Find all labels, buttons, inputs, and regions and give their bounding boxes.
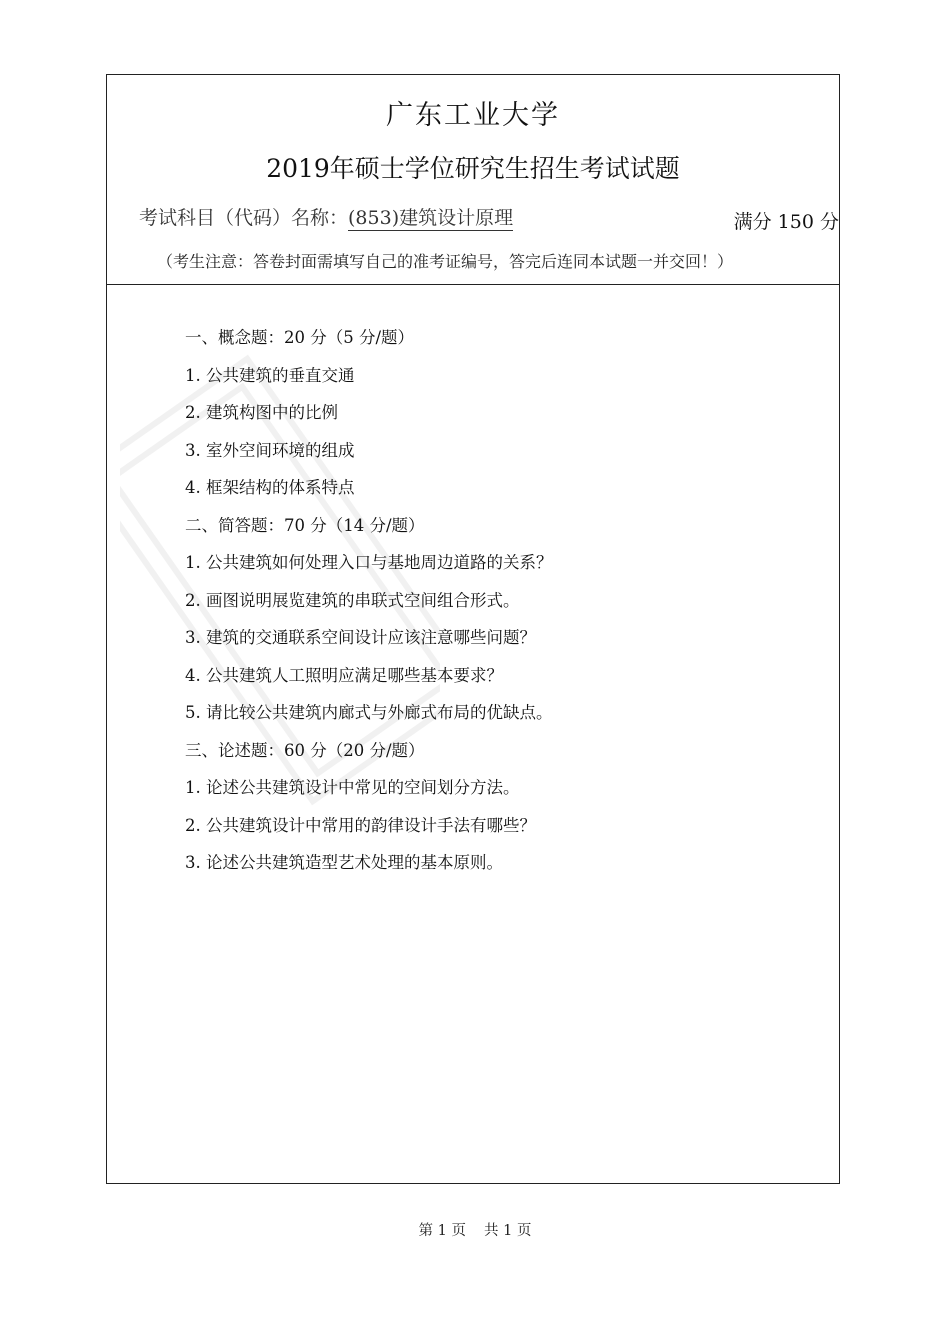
- question-list: [185, 319, 805, 882]
- question-item: 5. 请比较公共建筑内廊式与外廊式布局的优缺点。: [185, 703, 553, 722]
- page-footer: [0, 1219, 950, 1240]
- exam-title: 2019年硕士学位研究生招生考试试题: [266, 154, 680, 183]
- question-item: 2. 建筑构图中的比例: [185, 403, 338, 422]
- page-total: 共 1 页: [484, 1223, 532, 1239]
- question-item: 3. 室外空间环境的组成: [185, 440, 355, 460]
- total-score: 满分 150 分: [733, 211, 839, 233]
- subject-label: 考试科目（代码）名称：: [139, 207, 349, 229]
- question-item: 3. 建筑的交通联系空间设计应该注意哪些问题？: [185, 628, 536, 647]
- question-item: 2. 画图说明展览建筑的串联式空间组合形式。: [185, 590, 520, 610]
- exam-notice: （考生注意：答卷封面需填写自己的准考证编号，答完后连同本试题一并交回！）: [157, 252, 734, 271]
- question-item: 3. 论述公共建筑造型艺术处理的基本原则。: [185, 853, 503, 872]
- section-title: 二、简答题：70 分（14 分/题）: [185, 515, 425, 535]
- page-number: 第 1 页: [418, 1223, 466, 1239]
- question-item: 1. 公共建筑如何处理入口与基地周边道路的关系？: [185, 553, 553, 572]
- question-item: 1. 公共建筑的垂直交通: [185, 365, 355, 385]
- section-title: 一、概念题：20 分（5 分/题）: [185, 328, 415, 347]
- question-item: 2. 公共建筑设计中常用的韵律设计手法有哪些？: [185, 815, 536, 835]
- question-item: 4. 框架结构的体系特点: [185, 478, 355, 497]
- subject-row: [139, 203, 513, 230]
- exam-header: [107, 75, 839, 285]
- university-title: 广东工业大学: [386, 100, 560, 131]
- subject-name: (853)建筑设计原理: [348, 207, 514, 229]
- question-item: 1. 论述公共建筑设计中常见的空间划分方法。: [185, 778, 520, 797]
- question-item: 4. 公共建筑人工照明应满足哪些基本要求？: [185, 665, 503, 685]
- section-title: 三、论述题：60 分（20 分/题）: [185, 740, 425, 760]
- exam-paper-frame: [106, 74, 840, 1184]
